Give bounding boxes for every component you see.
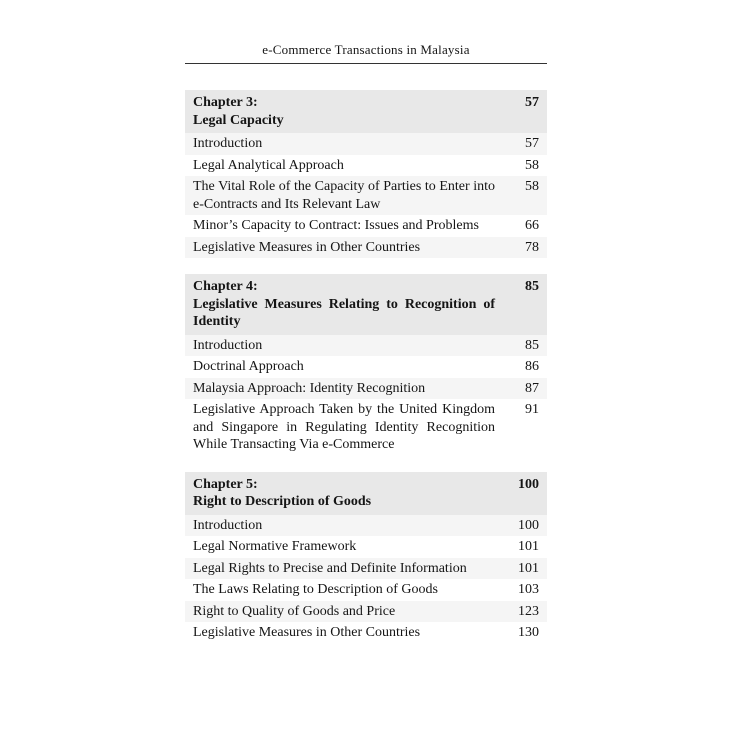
toc-entry-page-number: 57 bbox=[525, 136, 539, 151]
toc-entry-title: Legislative Measures in Other Countries bbox=[193, 239, 421, 255]
chapter-label: Chapter 5: bbox=[193, 476, 258, 492]
chapter-name: Legislative Measures Relating to Recognition of Identity bbox=[193, 296, 495, 329]
toc-entry-title: The Laws Relating to Description of Goods bbox=[193, 582, 438, 597]
toc-entry-page-number: 123 bbox=[518, 603, 539, 619]
toc-entry-row bbox=[185, 133, 547, 155]
toc-entry-page-number: 58 bbox=[525, 157, 539, 173]
toc-chapter bbox=[185, 472, 547, 644]
chapter-page-number: 57 bbox=[525, 95, 539, 110]
chapter-name: Legal Capacity bbox=[193, 112, 284, 128]
toc-entry-page-number: 91 bbox=[525, 402, 539, 417]
toc-entry-row bbox=[185, 558, 547, 580]
chapter-label: Chapter 4: bbox=[193, 279, 258, 294]
toc-chapter bbox=[185, 274, 547, 456]
toc-entry-page-number: 103 bbox=[518, 582, 539, 597]
chapter-entries bbox=[185, 133, 547, 258]
chapter-title bbox=[193, 476, 509, 511]
toc-entry-row bbox=[185, 176, 547, 215]
page-content bbox=[185, 42, 547, 644]
running-header: e-Commerce Transactions in Malaysia bbox=[262, 42, 470, 57]
chapter-entries bbox=[185, 335, 547, 456]
toc-entry-page-number: 87 bbox=[525, 380, 539, 396]
toc-entry-page-number: 85 bbox=[525, 337, 539, 353]
toc-entry-row bbox=[185, 601, 547, 623]
toc-entry-page-number: 100 bbox=[518, 517, 539, 533]
toc-entry-page-number: 101 bbox=[518, 539, 539, 554]
toc-entry-title: Introduction bbox=[193, 337, 263, 353]
toc-entry-title: Legislative Approach Taken by the United Kingdom and Singapore in Regulating Identity Recognition While Transacting Via e-Commerce bbox=[193, 402, 495, 452]
toc-entry-page-number: 101 bbox=[518, 560, 539, 576]
chapter-label: Chapter 3: bbox=[193, 95, 258, 110]
toc-entry-row bbox=[185, 155, 547, 177]
toc-entry-page-number: 78 bbox=[525, 239, 539, 255]
toc-entry-page-number: 58 bbox=[525, 179, 539, 194]
chapter-heading-row bbox=[185, 90, 547, 133]
toc-entry-title: Legal Analytical Approach bbox=[193, 157, 344, 173]
toc-entry-row bbox=[185, 515, 547, 537]
toc-entry-row bbox=[185, 378, 547, 400]
toc-entry-page-number: 130 bbox=[518, 625, 539, 640]
chapter-heading-row bbox=[185, 274, 547, 335]
chapter-title bbox=[193, 278, 509, 331]
toc-entry-row bbox=[185, 237, 547, 259]
toc-entry-row bbox=[185, 215, 547, 237]
toc-chapter bbox=[185, 90, 547, 258]
toc-entry-title: Doctrinal Approach bbox=[193, 359, 304, 374]
chapter-page-number: 85 bbox=[525, 279, 539, 294]
chapter-page-number: 100 bbox=[518, 476, 539, 492]
toc-entry-title: Malaysia Approach: Identity Recognition bbox=[193, 380, 426, 396]
chapter-heading-row bbox=[185, 472, 547, 515]
chapter-title bbox=[193, 94, 509, 129]
toc-entry-title: The Vital Role of the Capacity of Parties to Enter into e-Contracts and Its Relevant Law bbox=[193, 179, 495, 212]
table-of-contents bbox=[185, 90, 547, 644]
toc-entry-title: Legislative Measures in Other Countries bbox=[193, 625, 421, 640]
chapter-entries bbox=[185, 515, 547, 644]
toc-entry-row bbox=[185, 536, 547, 558]
toc-entry-title: Introduction bbox=[193, 517, 263, 533]
toc-entry-row bbox=[185, 356, 547, 378]
toc-entry-row bbox=[185, 622, 547, 644]
chapter-name: Right to Description of Goods bbox=[193, 494, 372, 509]
header-rule bbox=[185, 63, 547, 64]
toc-entry-page-number: 86 bbox=[525, 359, 539, 374]
toc-entry-title: Legal Normative Framework bbox=[193, 539, 357, 554]
toc-entry-title: Minor’s Capacity to Contract: Issues and Problems bbox=[193, 218, 479, 233]
toc-entry-row bbox=[185, 399, 547, 456]
toc-entry-row bbox=[185, 335, 547, 357]
toc-entry-title: Legal Rights to Precise and Definite Information bbox=[193, 560, 467, 576]
toc-entry-row bbox=[185, 579, 547, 601]
toc-entry-title: Right to Quality of Goods and Price bbox=[193, 603, 396, 619]
toc-entry-title: Introduction bbox=[193, 136, 263, 151]
toc-entry-page-number: 66 bbox=[525, 218, 539, 233]
